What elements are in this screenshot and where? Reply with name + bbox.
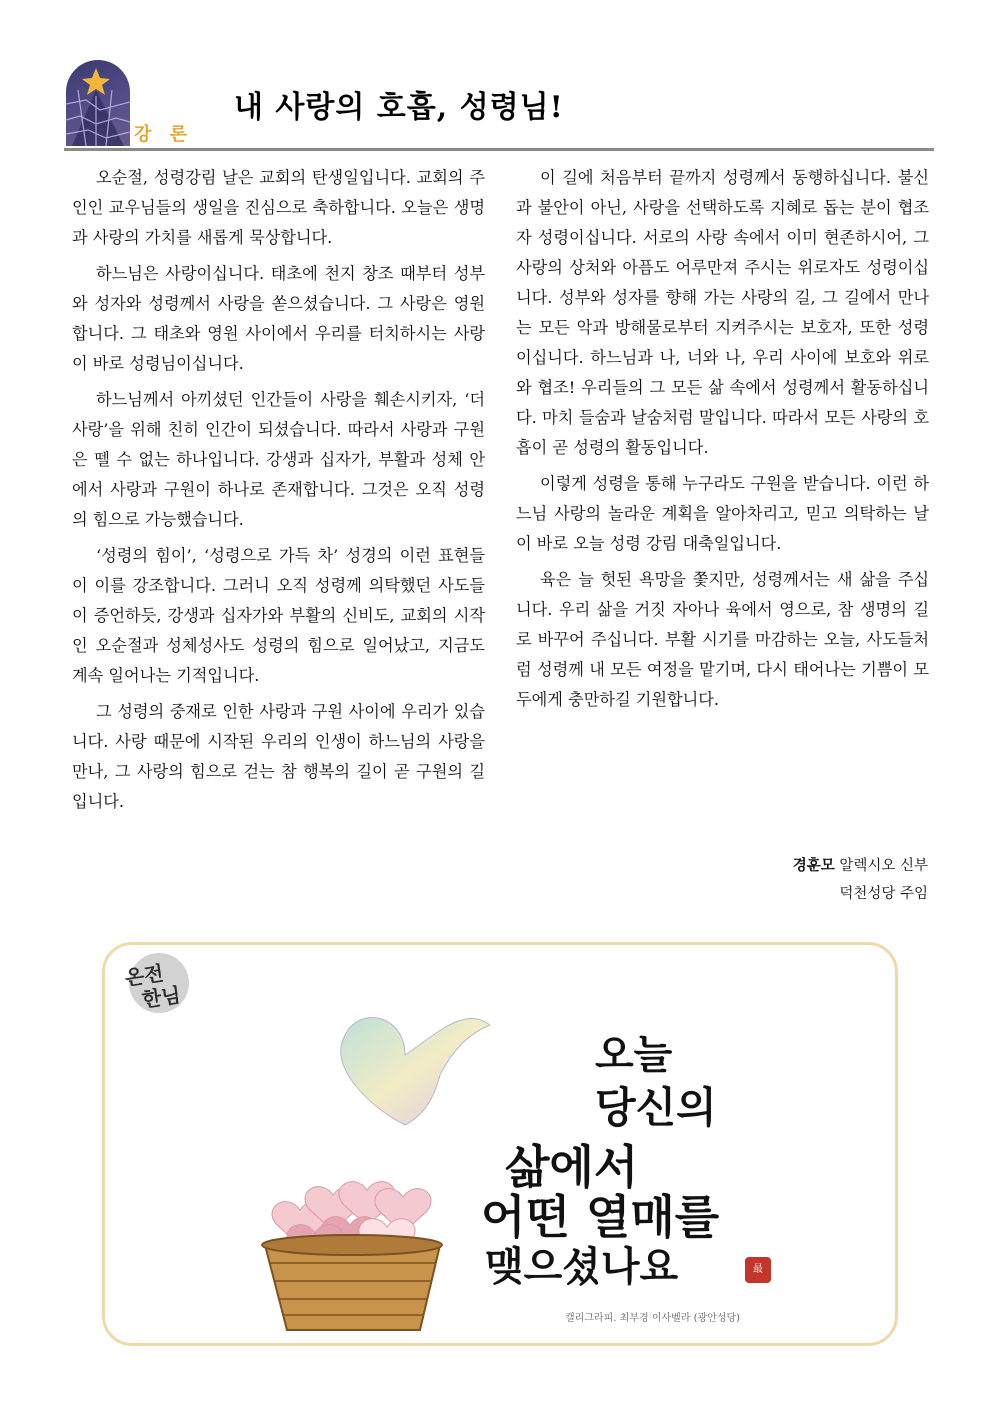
stamp-text-line: 온전 [123,960,165,991]
calligraphy-line: 삶에서 [505,1140,639,1194]
calligraphy-line: 오늘 [595,1032,673,1078]
paragraph: 하느님께서 아끼셨던 인간들이 사랑을 훼손시키자, ‘더 사랑’을 위해 친히 인간이 되셨습니다. 따라서 사랑과 구원은 뗄 수 없는 하나입니다. 강생과 십자가, 부활과 성체 안에서 사랑과 구원이 하나로 존재합니다. 그것은 오직 성령의 힘으로 가능했습니다. [72,390,485,529]
paragraph: 이 길에 처음부터 끝까지 성령께서 동행하십니다. 불신과 불안이 아닌, 사랑을 선택하도록 지혜로 돕는 분이 협조자 성령이십니다. 서로의 사랑 속에서 이미 현존하시어, 그 사랑의 상처와 아픔도 어루만져 주시는 위로자도 성령이십니다. 성부와 성자를 향해 가는 사랑의 길, 그 길에서 만나는 모든 악과 방해물로부터 지켜주시는 보호자, 또한 성령이십니다. 하느님과 나, 너와 나, 우리 사이에 보호와 위로와 협조! 우리들의 그 모든 삶 속에서 성령께서 활동하십니다. 마치 들숨과 날숨처럼 말입니다. 따라서 모든 사랑의 호흡이 곧 성령의 활동입니다. [516,168,929,457]
author-position: 덕천성당 주임 [839,886,928,902]
dove-icon [341,1018,490,1125]
calligraphy-card [102,942,898,1346]
header-divider [64,148,934,151]
red-seal-icon: 最 [745,1257,771,1283]
calligraphy-line: 맺으셨나요 [485,1244,679,1290]
page-title: 내 사랑의 호흡, 성령님! [234,90,564,125]
paragraph: ‘성령의 힘이’, ‘성령으로 가득 차’ 성경의 이런 표현들이 이를 강조합니다. 그러니 오직 성령께 의탁했던 사도들이 증언하듯, 강생과 십자가와 부활의 신비도, 교회의 시작인 오순절과 성체성사도 성령의 힘으로 일어났고, 지금도 계속 일어나는 기적입니다. [72,546,485,685]
paragraph: 그 성령의 중재로 인한 사랑과 구원 사이에 우리가 있습니다. 사랑 때문에 시작된 우리의 인생이 하느님의 사랑을 만나, 그 사랑의 힘으로 걷는 참 행복의 길이 곧 구원의 길입니다. [72,702,485,811]
section-label: 강 론 [134,124,194,145]
heart-basket-icon [262,1182,442,1330]
author-title: 알렉시오 신부 [839,858,928,874]
stamp-text-line: 한님 [140,982,183,1012]
author-signature [793,852,928,908]
left-text-column [72,163,485,823]
paragraph: 육은 늘 헛된 욕망을 쫓지만, 성령께서는 새 삶을 주십니다. 우리 삶을 거짓 자아나 육에서 영으로, 참 생명의 길로 바꾸어 주십니다. 부활 시기를 마감하는 오늘, 사도들처럼 성령께 내 모든 여정을 맡기며, 다시 태어나는 기쁨이 모두에게 충만하길 기원합니다. [516,570,929,709]
calligraphy-credit: 캘리그라피. 최부경 이사벨라 (광안성당) [565,1313,741,1324]
paragraph: 하느님은 사랑이십니다. 태초에 천지 창조 때부터 성부와 성자와 성령께서 사랑을 쏟으셨습니다. 그 사랑은 영원합니다. 그 태초와 영원 사이에서 우리를 터치하시는 사랑이 바로 성령님이십니다. [72,264,485,373]
calligraphy-line: 당신의 [595,1083,717,1132]
paragraph: 오순절, 성령강림 날은 교회의 탄생일입니다. 교회의 주인인 교우님들의 생일을 진심으로 축하합니다. 오늘은 생명과 사랑의 가치를 새롭게 묵상합니다. [72,168,485,247]
article-header [64,58,934,154]
author-name: 경훈모 [792,858,835,874]
stained-glass-logo-icon [66,60,130,146]
paragraph: 이렇게 성령을 통해 누구라도 구원을 받습니다. 이런 하느님 사랑의 놀라운 계획을 알아차리고, 믿고 의탁하는 날이 바로 오늘 성령 강림 대축일입니다. [516,474,929,553]
calligraphy-line: 어떤 열매를 [481,1190,720,1244]
right-text-column [516,163,929,721]
